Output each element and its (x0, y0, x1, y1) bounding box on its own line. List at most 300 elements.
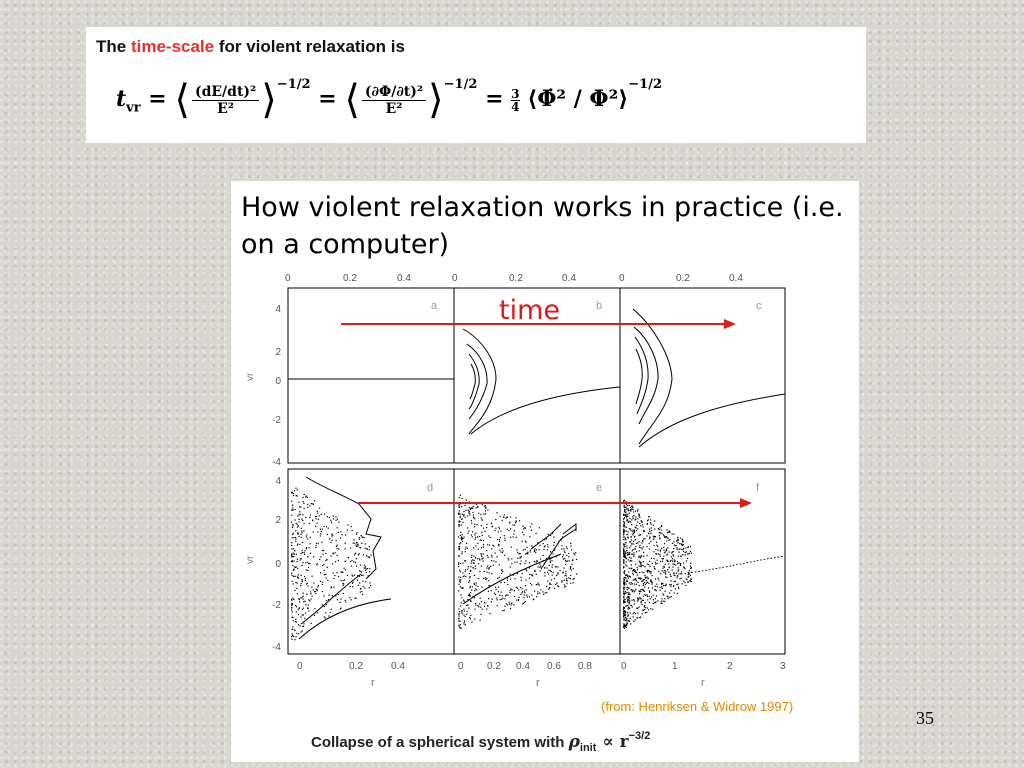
eq-sign-2: = (318, 86, 337, 112)
panel-f-dot (641, 581, 642, 582)
panel-d-dot (335, 516, 336, 517)
panel-f-dot (668, 572, 669, 573)
panel-f-dot (625, 615, 626, 616)
panel-d-dot (299, 511, 300, 512)
panel-d-dot (351, 560, 352, 561)
panel-d-dot (292, 505, 293, 506)
panel-f-dot (656, 595, 657, 596)
panel-e-dot (547, 572, 548, 573)
panel-d-dot (298, 525, 299, 526)
panel-f-dot (633, 574, 634, 575)
panel-f-dot (636, 580, 637, 581)
panel-f-dot (680, 538, 681, 539)
panel-e-dot (499, 564, 500, 565)
panel-e-dot (477, 605, 478, 606)
panel-d-dot (359, 537, 360, 538)
panel-d-dot (296, 588, 297, 589)
panel-e-dot (481, 540, 482, 541)
panel-e-dot (538, 583, 539, 584)
panel-d-dot (371, 555, 372, 556)
panel-e-dot (495, 553, 496, 554)
panel-d-dot (304, 618, 305, 619)
panel-f-dot (689, 570, 690, 571)
panel-f-dot (659, 527, 660, 528)
panel-f-dot (674, 581, 675, 582)
panel-d-dot (316, 589, 317, 590)
panel-d-dot (308, 608, 309, 609)
panel-e-dot (504, 540, 505, 541)
panel-d-dot (345, 600, 346, 601)
panel-f-dot (632, 583, 633, 584)
panel-d-dot (330, 587, 331, 588)
panel-d-dot (297, 593, 298, 594)
panel-e-dot (463, 623, 464, 624)
panel-c-outflow (639, 394, 785, 447)
panel-f-dot (674, 592, 675, 593)
panel-f-dot (626, 531, 627, 532)
panel-d-dot (320, 533, 321, 534)
panel-f-dot (628, 531, 629, 532)
panel-f-dot (675, 565, 676, 566)
panel-e-dot (474, 597, 475, 598)
panel-e-dot (495, 519, 496, 520)
panel-f-dot (643, 572, 644, 573)
panel-e-dot (550, 570, 551, 571)
panel-e-dot (474, 560, 475, 561)
panel-f-dot (664, 567, 665, 568)
panel-f-dot (639, 550, 640, 551)
panel-d-dot (328, 615, 329, 616)
panel-e-dot (522, 526, 523, 527)
panel-e-dot (534, 591, 535, 592)
panel-e-dot (463, 538, 464, 539)
panel-e-dot (460, 542, 461, 543)
panel-d-dot (298, 519, 299, 520)
panel-e-dot (488, 557, 489, 558)
panel-d-dot (302, 550, 303, 551)
panel-f-dot (648, 609, 649, 610)
panel-d-dot (317, 590, 318, 591)
title-post: for violent relaxation is (214, 37, 405, 56)
panel-f-dot (676, 573, 677, 574)
panel-f-dot (670, 574, 671, 575)
panel-e-dot (574, 554, 575, 555)
panel-e-dot (509, 603, 510, 604)
frac-1-num: (dE/dt)² (192, 84, 259, 101)
panel-e-dot (476, 524, 477, 525)
panel-d-dot (361, 575, 362, 576)
panel-e-dot (475, 585, 476, 586)
ytick-a-0: 4 (275, 304, 281, 315)
panel-d-dot (320, 581, 321, 582)
panel-e-dot (561, 582, 562, 583)
panel-e-dot (504, 538, 505, 539)
panel-f-dot (636, 572, 637, 573)
panel-f-dot (682, 583, 683, 584)
panel-e-dot (531, 594, 532, 595)
panel-f-dot (665, 585, 666, 586)
panel-e-dot (484, 531, 485, 532)
panel-e-dot (520, 557, 521, 558)
panel-d-dot (301, 553, 302, 554)
panel-f-dot (624, 601, 625, 602)
panel-label-d: d (427, 482, 434, 494)
panel-e-dot (547, 568, 548, 569)
panel-e-dot (462, 613, 463, 614)
panel-e-dot (564, 586, 565, 587)
panel-d-dot (297, 559, 298, 560)
panel-f-dot (688, 546, 689, 547)
panel-f-dot (655, 598, 656, 599)
panel-d-dot (354, 554, 355, 555)
panel-d-dot (304, 552, 305, 553)
formula-equation: $t_{vr}$ = ⟨ $\frac{\text{(dE/dt)²}}{\text{E²}}$ ⟩$^{-1/2}$ = ⟨ $\frac{\text{(∂Φ/∂t)²}}{\text{E²}}$ ⟩$^{-1/2}$ = $\frac{3}{4}$ ⟨Φ̇² / Φ²⟩$^{-1/2}$ (116, 77, 662, 123)
panel-e-dot (507, 584, 508, 585)
panel-f-dot (629, 575, 630, 576)
panel-d-dot (311, 598, 312, 599)
panel-d-dot (340, 531, 341, 532)
panel-f-dot (657, 586, 658, 587)
panel-f-dot (654, 545, 655, 546)
panel-e-dot (458, 536, 459, 537)
panel-f-dot (642, 522, 643, 523)
panel-f-dot (665, 576, 666, 577)
panel-d-dot (355, 562, 356, 563)
panel-f-dot (672, 534, 673, 535)
panel-e-dot (472, 536, 473, 537)
panel-e-dot (576, 573, 577, 574)
panel-e-dot (477, 558, 478, 559)
panel-e-dot (507, 529, 508, 530)
panel-d-dot (307, 570, 308, 571)
coef-num: 3 (511, 86, 520, 101)
panel-f-dot (646, 535, 647, 536)
panel-e-dot (511, 589, 512, 590)
panel-f-dot (648, 570, 649, 571)
panel-f-dot (669, 597, 670, 598)
panel-e-dot (459, 570, 460, 571)
panel-d-dot (309, 600, 310, 601)
panel-d-dot (322, 529, 323, 530)
panel-f-dot (637, 510, 638, 511)
panel-f-dot (658, 571, 659, 572)
panel-f-dot (630, 560, 631, 561)
panel-e-dot (469, 507, 470, 508)
panel-e-dot (465, 560, 466, 561)
xtick-e-1: 0.2 (487, 661, 501, 672)
panel-f-dot (646, 594, 647, 595)
panel-d-dot (297, 495, 298, 496)
panel-e-dot (516, 537, 517, 538)
panel-e-dot (518, 589, 519, 590)
panel-e-dot (465, 551, 466, 552)
panel-f-dot (639, 517, 640, 518)
panel-d-dot (354, 575, 355, 576)
panel-f-dot (632, 606, 633, 607)
panel-d-dot (300, 616, 301, 617)
panel-d-dot (322, 550, 323, 551)
panel-e-dot (472, 559, 473, 560)
panel-e-dot (488, 591, 489, 592)
panel-e-dot (484, 606, 485, 607)
panel-d-dot (307, 538, 308, 539)
panel-f-dot (625, 625, 626, 626)
panel-f-dot (644, 566, 645, 567)
panel-e-dot (485, 577, 486, 578)
panel-e-dot (534, 550, 535, 551)
panel-d-dot (325, 617, 326, 618)
panel-f-dot (637, 528, 638, 529)
panel-e-dot (521, 556, 522, 557)
panel-f-dot (641, 578, 642, 579)
panel-e-dot (499, 550, 500, 551)
panel-f-dot (657, 563, 658, 564)
panel-e-dot (507, 578, 508, 579)
panel-d-dot (303, 503, 304, 504)
panel-d-dot (352, 583, 353, 584)
panel-d-dot (314, 608, 315, 609)
panel-e-dot (514, 596, 515, 597)
panel-f-dot (686, 579, 687, 580)
panel-d-dot (317, 513, 318, 514)
panel-f-dot (643, 539, 644, 540)
panel-e-dot (493, 560, 494, 561)
panel-f-dot (663, 572, 664, 573)
panel-f-dot (657, 600, 658, 601)
panel-f-dot (665, 564, 666, 565)
ytick-d-2: 0 (275, 559, 281, 570)
panel-e-dot (547, 581, 548, 582)
panel-f-dot (667, 596, 668, 597)
panel-d-dot (295, 619, 296, 620)
panel-e-dot (526, 595, 527, 596)
panel-f-dot (650, 522, 651, 523)
panel-f-dot (673, 585, 674, 586)
panel-f-dot (648, 587, 649, 588)
title-pre: The (96, 37, 131, 56)
panel-e-dot (471, 520, 472, 521)
panel-f-dot (626, 627, 627, 628)
formula-box (86, 27, 866, 143)
panel-f-dot (663, 594, 664, 595)
ytick-d-4: -4 (272, 642, 281, 653)
panel-f-dot (662, 583, 663, 584)
panel-f-dot (639, 593, 640, 594)
panel-f-dot (646, 546, 647, 547)
panel-f-dot (690, 566, 691, 567)
panel-d-dot (327, 580, 328, 581)
panel-e-dot (460, 563, 461, 564)
panel-e-dot (523, 534, 524, 535)
panel-d-dot (318, 543, 319, 544)
panel-f-dot (627, 600, 628, 601)
panel-e-dot (484, 602, 485, 603)
panel-f-dot (631, 605, 632, 606)
panel-e-dot (475, 557, 476, 558)
panel-e-dot (564, 584, 565, 585)
panel-f-dot (639, 617, 640, 618)
panel-e-dot (481, 601, 482, 602)
panel-e-dot (507, 604, 508, 605)
panel-f-dot (644, 538, 645, 539)
panel-e-dot (537, 561, 538, 562)
panel-f-dot (629, 602, 630, 603)
panel-f-dot (660, 590, 661, 591)
panel-f-dot (655, 562, 656, 563)
panel-e-dot (511, 603, 512, 604)
panel-d-dot (299, 607, 300, 608)
panel-f-dot (624, 506, 625, 507)
panel-e-dot (539, 563, 540, 564)
panel-b-curves (463, 329, 620, 434)
panel-f-dot (626, 509, 627, 510)
panel-e-dot (463, 511, 464, 512)
panel-f-dot (623, 547, 624, 548)
panel-d-dot (300, 625, 301, 626)
phase-space-figure (231, 269, 859, 762)
panel-d-dot (305, 496, 306, 497)
panel-e-dot (481, 547, 482, 548)
panel-f-dot (640, 602, 641, 603)
panel-e-dot (570, 545, 571, 546)
panel-f-dot (669, 532, 670, 533)
panel-f-dot (679, 543, 680, 544)
panel-f-dot (670, 561, 671, 562)
panel-e-dot (571, 549, 572, 550)
panel-e-dot (529, 596, 530, 597)
panel-d-dot (306, 594, 307, 595)
xtick-f-1: 1 (672, 661, 678, 672)
panel-d-dot (303, 635, 304, 636)
panel-d-dot (312, 576, 313, 577)
panel-e-dot (557, 572, 558, 573)
panel-d-dot (305, 517, 306, 518)
panel-f-dot (667, 554, 668, 555)
panel-f-dot (631, 564, 632, 565)
panel-e-dot (462, 562, 463, 563)
panel-f-dot (659, 538, 660, 539)
panel-e-dot (467, 527, 468, 528)
panel-d-dot (302, 581, 303, 582)
panel-f-dot (650, 541, 651, 542)
panel-d-dot (309, 505, 310, 506)
panel-e-dot (495, 530, 496, 531)
panel-e-dot (536, 596, 537, 597)
panel-f-dot (673, 575, 674, 576)
panel-f-dot (641, 547, 642, 548)
panel-f-dot (645, 612, 646, 613)
panel-f-dot (627, 516, 628, 517)
panel-d-dot (301, 565, 302, 566)
panel-e-dot (559, 554, 560, 555)
panel-f-dot (647, 570, 648, 571)
panel-f-dot (632, 554, 633, 555)
panel-e-dot (568, 556, 569, 557)
panel-f-dot (637, 597, 638, 598)
panel-f-dot (654, 551, 655, 552)
panel-d-dot (352, 576, 353, 577)
panel-f-dot (635, 527, 636, 528)
panel-e-dot (554, 550, 555, 551)
panel-e-dot (467, 604, 468, 605)
xlabel-e: r (536, 677, 540, 689)
panel-e-dot (518, 553, 519, 554)
panel-e-dot (491, 573, 492, 574)
panel-d-dot (332, 553, 333, 554)
panel-f-dot (655, 586, 656, 587)
panel-f-dot (647, 564, 648, 565)
panel-f-dot (669, 584, 670, 585)
panel-d-dot (359, 582, 360, 583)
panel-e-dot (510, 590, 511, 591)
panel-e-dot (544, 563, 545, 564)
panel-d-tail-1 (299, 599, 391, 639)
panel-d-dot (293, 576, 294, 577)
panel-e-dot (499, 541, 500, 542)
panel-e-dot (501, 573, 502, 574)
panel-f-dot (658, 578, 659, 579)
panel-f-dot (662, 568, 663, 569)
panel-f-dot (635, 511, 636, 512)
panel-e-dot (485, 510, 486, 511)
panel-d-dot (342, 583, 343, 584)
panel-f-dot (660, 573, 661, 574)
panel-f-dot (649, 543, 650, 544)
tick-top-c-0: 0 (619, 273, 625, 284)
panel-d-dot (301, 575, 302, 576)
panel-f-dot (677, 577, 678, 578)
panel-d-dot (300, 514, 301, 515)
panel-d-dot (292, 534, 293, 535)
panel-e-dot (459, 621, 460, 622)
panel-e-dot (501, 592, 502, 593)
panel-f-dot (632, 591, 633, 592)
panel-e-dot (568, 553, 569, 554)
panel-f-dot (643, 590, 644, 591)
panel-f-dot (676, 540, 677, 541)
panel-e-dot (544, 539, 545, 540)
tick-top-b-0: 0 (452, 273, 458, 284)
panel-d-dot (292, 629, 293, 630)
panel-f-dot (624, 587, 625, 588)
panel-d-dot (315, 516, 316, 517)
panel-e-dot (520, 577, 521, 578)
panel-d-dot (315, 518, 316, 519)
panel-f-dot (683, 548, 684, 549)
caption-box (231, 181, 859, 269)
panel-e-dot (557, 543, 558, 544)
panel-d-dot (337, 599, 338, 600)
panel-e-dot (470, 571, 471, 572)
panel-e-dot (524, 563, 525, 564)
panel-f-dot (659, 587, 660, 588)
panel-f-dot (677, 563, 678, 564)
tick-top-a-2: 0.4 (397, 273, 411, 284)
panel-e-dot (470, 615, 471, 616)
panel-d-dot (367, 568, 368, 569)
eq-lhs-sub: vr (126, 100, 141, 116)
panel-d-dot (294, 630, 295, 631)
panel-f-dot (644, 586, 645, 587)
panel-f-dot (667, 547, 668, 548)
panel-d-dot (312, 503, 313, 504)
panel-e-dot (480, 514, 481, 515)
panel-e-dot (517, 561, 518, 562)
panel-f-dot (649, 538, 650, 539)
panel-d-dot (313, 556, 314, 557)
panel-f-dot (639, 585, 640, 586)
ytick-a-3: -2 (272, 415, 281, 426)
